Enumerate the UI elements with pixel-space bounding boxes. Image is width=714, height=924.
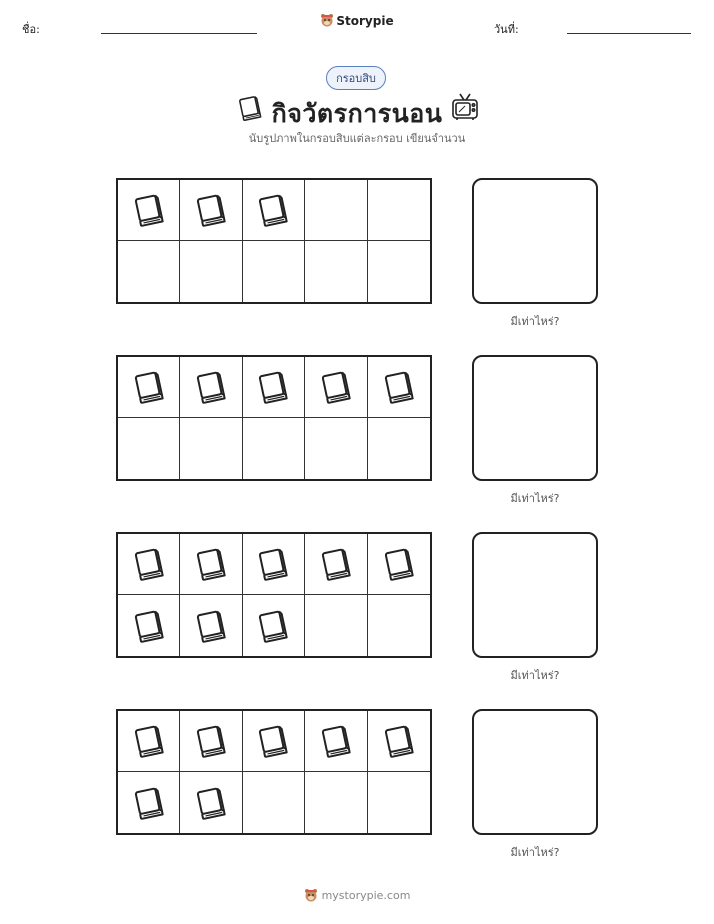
frame-cell [305, 711, 367, 772]
frame-cell [180, 180, 242, 241]
answer-prompt-3: มีเท่าไหร่? [510, 669, 560, 682]
book-icon [131, 369, 167, 405]
book-icon [131, 608, 167, 644]
book-icon [318, 369, 354, 405]
date-label: วันที่: [494, 23, 519, 36]
frame-cell [368, 180, 430, 241]
book-icon [381, 723, 417, 759]
page-title: กิจวัตรการนอน [271, 99, 443, 128]
book-icon [193, 785, 229, 821]
date-line[interactable] [567, 33, 691, 34]
frame-cell [118, 534, 180, 595]
bear-mascot-icon [304, 888, 318, 902]
frame-cell [368, 241, 430, 302]
frame-cell [305, 357, 367, 418]
answer-prompt-1: มีเท่าไหร่? [510, 315, 560, 328]
brand-name: Storypie [336, 14, 394, 28]
frame-cell [180, 711, 242, 772]
book-icon [255, 546, 291, 582]
book-icon [193, 608, 229, 644]
book-icon [193, 723, 229, 759]
name-label: ชื่อ: [22, 23, 40, 36]
frame-cell [305, 418, 367, 479]
frame-cell [243, 595, 305, 656]
book-icon [193, 546, 229, 582]
instructions: นับรูปภาพในกรอบสิบแต่ละกรอบ เขียนจำนวน [248, 132, 466, 145]
book-icon [131, 192, 167, 228]
footer-url: mystorypie.com [321, 889, 411, 902]
answer-box-1[interactable] [472, 178, 598, 304]
book-icon [255, 723, 291, 759]
frame-cell [243, 180, 305, 241]
book-icon [318, 546, 354, 582]
answer-box-2[interactable] [472, 355, 598, 481]
book-icon [255, 192, 291, 228]
frame-cell [243, 241, 305, 302]
frame-cell [243, 357, 305, 418]
ten-frame-1 [116, 178, 432, 304]
frame-cell [368, 595, 430, 656]
answer-prompt-2: มีเท่าไหร่? [510, 492, 560, 505]
book-icon [193, 369, 229, 405]
book-icon [255, 608, 291, 644]
book-icon [381, 546, 417, 582]
book-icon [381, 369, 417, 405]
frame-cell [243, 772, 305, 833]
answer-prompt-4: มีเท่าไหร่? [510, 846, 560, 859]
frame-cell [243, 418, 305, 479]
frame-cell [243, 711, 305, 772]
frame-cell [305, 595, 367, 656]
frame-cell [368, 711, 430, 772]
ten-frame-2 [116, 355, 432, 481]
book-icon [255, 369, 291, 405]
frame-cell [180, 418, 242, 479]
name-line[interactable] [101, 33, 257, 34]
topic-badge: กรอบสิบ [326, 66, 386, 90]
book-icon [193, 192, 229, 228]
brand [0, 13, 714, 28]
frame-cell [118, 595, 180, 656]
frame-cell [180, 241, 242, 302]
frame-cell [118, 772, 180, 833]
frame-cell [305, 180, 367, 241]
book-icon [131, 785, 167, 821]
frame-cell [118, 180, 180, 241]
frame-cell [180, 595, 242, 656]
frame-cell [180, 772, 242, 833]
frame-cell [118, 241, 180, 302]
frame-cell [118, 357, 180, 418]
frame-cell [118, 711, 180, 772]
tv-icon [450, 92, 480, 126]
frame-cell [243, 534, 305, 595]
bear-mascot-icon [320, 13, 334, 27]
frame-cell [118, 418, 180, 479]
frame-cell [368, 534, 430, 595]
frame-cell [368, 357, 430, 418]
frame-cell [305, 534, 367, 595]
book-icon [318, 723, 354, 759]
ten-frame-4 [116, 709, 432, 835]
ten-frame-3 [116, 532, 432, 658]
frame-cell [368, 772, 430, 833]
answer-box-4[interactable] [472, 709, 598, 835]
frame-cell [180, 534, 242, 595]
frame-cell [368, 418, 430, 479]
answer-box-3[interactable] [472, 532, 598, 658]
book-icon [131, 723, 167, 759]
frame-cell [305, 241, 367, 302]
book-icon [131, 546, 167, 582]
footer [0, 888, 714, 902]
frame-cell [180, 357, 242, 418]
frame-cell [305, 772, 367, 833]
